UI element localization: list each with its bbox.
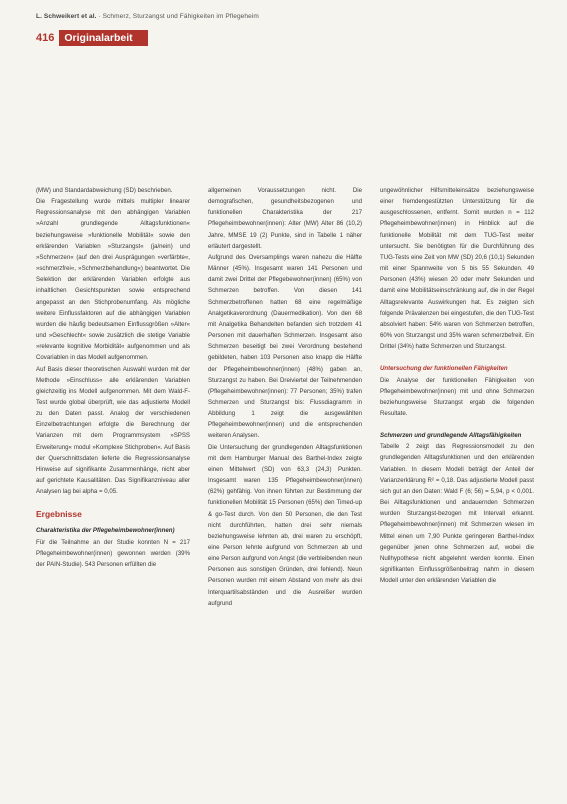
body-paragraph: Auf Basis dieser theoretischen Auswahl wurden mit der Methode »Einschluss« alle erklärenden Variablen gleichzeitig ins Modell aufgenommen. Mit dem Wald-F-Test wurde global überprüft, wie das adjustierte Modell zu den Daten passt. Analog der verschiedenen Einzelbetrachtungen erfolgte die Berechnung der Varianzen mit dem Programmsystem »SPSS Erweiterung« modul »Komplexe Stichproben«. Auf Basis der Querschnittsdaten lieferte die Regressionsanalyse Hinweise auf signifikante Zusammenhänge, nicht aber auf gerichtete Kausalitäten. Das Signifikanzniveau aller Analysen lag bei alpha = 0,05.	[36, 365, 190, 496]
body-paragraph: Aufgrund des Oversamplings waren nahezu die Hälfte Männer (45%). Insgesamt waren 141 Personen und damit zwei Drittel der Pflegebewohner(innen) (65%) von Schmerzen betroffen. Von diesen 141 Schmerzbetroffenen hatten 68 eine regelmäßige Analgetikaverordnung (Dauermedikation). Von den 68 mit Analgetika Behandelten befanden sich trotzdem 41 Personen mit dauerhaften Schmerzen. Insgesamt also Schmerzen beseitigt bei zwei Verordnung bestehend gebildeten, haben 103 Personen also knapp die Hälfte der Pflegeheimbewohner(innen) (48%) gaben an, Sturzangst zu haben. Bei Dreiviertel der Teilnehmenden (Pflegeheimbewohner(innen): 77 Personen; 35%) trafen Schmerzen und Sturzangst bis: Flussdiagramm in Abbildung 1 zeigt die ausgewählten Pflegeheimbewohner(innen) und die entsprechenden weiteren Analysen.	[208, 253, 362, 440]
column-2	[208, 185, 362, 800]
section-label: Originalarbeit	[59, 30, 148, 46]
column-3	[380, 185, 534, 800]
running-head-author: L. Schweikert et al.	[36, 13, 97, 20]
text-columns	[36, 185, 536, 800]
body-paragraph: Die Analyse der funktionellen Fähigkeiten von Pflegeheimbewohner(innen) mit und ohne Schmerzen beziehungsweise Sturzangst ergab die folgenden Resultate.	[380, 376, 534, 417]
paragraph-gap	[380, 352, 534, 363]
running-head-separator: ·	[98, 13, 103, 20]
body-paragraph: Die Fragestellung wurde mittels multipler linearer Regressionsanalyse mit den abhängigen Variablen »Anzahl grundlegende Alltagsfunktionen« beziehungsweise »funktionelle Mobilität« sowie den erklärenden Variablen »Sturzangst« (ja/nein) und »Schmerzen« (auf den drei Ausprägungen »verfärbte«, »schmerzfrei«, »Schmerzbehandlung«) beantwortet. Die Selektion der erklärenden Variablen erfolgte aus inhaltlichen Gesichtspunkten sowie entsprechend angepasst an den Stichprobenumfang. Als mögliche weitere Einflussfaktoren auf die abhängigen Variablen wurden die häufig bedeutsamen Einflussgrößen »Alter« und »Geschlecht« sowie zusätzlich die stetige Variable »relevante kognitive Morbidität« aufgenommen und als Covariablen in das Modell aufgenommen.	[36, 198, 190, 362]
subsection-heading: Charakteristika der Pflegeheimbewohner(innen)	[36, 527, 175, 535]
body-paragraph: (MW) und Standardabweichung (SD) beschrieben.	[36, 187, 173, 194]
running-head-title: Schmerz, Sturzangst und Fähigkeiten im Pflegeheim	[102, 13, 259, 20]
paragraph-gap	[380, 419, 534, 430]
subsection-heading: Untersuchung der funktionellen Fähigkeiten	[380, 365, 508, 373]
section-header	[36, 30, 148, 46]
body-paragraph: Die Untersuchung der grundlegenden Alltagsfunktionen mit dem Hamburger Manual des Barthel-Index zeigte einen Mittelwert (SD) von 63,3 (24,3) Punkten. Insgesamt waren 135 Pflegeheimbewohner(innen) (62%) gehfähig. Von ihnen führten zur Bestimmung der funktionellen Mobilität 15 Personen (65%) den Timed-up & go-Test durch. Von den 50 Personen, die den Test nicht durchführten, hatten drei sehr niemals beziehungsweise lehnten ab, drei waren zu erschöpft, eine Person lehnte aufgrund von Schmerzen ab und eine Person aufgrund von Angst (die verbleibenden neun Personen aus sonstigen Gründen, drei fehlend). Neun Personen wurden mit einem Abstand von mehr als drei Interquartilsabständen und die Ausreißer wurden aufgrund	[208, 443, 362, 607]
section-heading: Ergebnisse	[36, 509, 82, 520]
running-head	[36, 13, 259, 20]
page-number: 416	[36, 32, 55, 44]
column-1	[36, 185, 190, 800]
paragraph-gap	[36, 497, 190, 508]
body-paragraph: Tabelle 2 zeigt das Regressionsmodell zu den grundlegenden Alltagsfunktionen und den erklärenden Variablen. In diesem Modell beträgt der Anteil der Varianzerklärung R² = 0,18. Das adjustierte Modell passt sich gut an den Daten: Wald F (6; 56) = 5,94, p < 0,001. Bei Alltagsfunktionen und andauernden Schmerzen wurden Sturzangst-bezogen mit Intervall erkannt. Pflegeheimbewohner(innen) mit Schmerzen wiesen im Mittel einen um 7,90 Punkte geringeren Barthel-Index gegenüber jenen ohne Schmerzen auf, wobei die Nullhypothese nicht abgelehnt werden konnte. Einen signifikanten Einflussgrößenbeitrag nahm in diesem Modell unter den erklärenden Variablen die	[380, 443, 534, 585]
body-paragraph: Für die Teilnahme an der Studie konnten N = 217 Pflegeheimbewohner(innen) gewonnen werden (39% der PAIN-Studie). 543 Personen erfüllten die	[36, 538, 190, 568]
body-paragraph: ungewöhnlicher Hilfsmitteleinsätze beziehungsweise einer fremdengestützten Unterstützung für die ausgeschlossenen, entfernt. Somit wurden n = 112 Pflegeheimbewohner(innen) in Hinblick auf die funktionelle Mobilität mit dem TUG-Test weiter untersucht. Sie benötigten für die Durchführung des TUG-Tests eine Zeit von MW (SD) 20,6 (10,1) Sekunden mit einer Spannweite von 5 bis 55 Sekunden. 49 Personen (43%) wiesen 20 oder mehr Sekunden und damit eine Mobilitätseinschränkung auf, die in der Regel Alltagsrelevante Auswirkungen hat. Es zeigten sich folgende Prävalenzen bei eingestufen, die den TUG-Test absolviert haben: 54% waren von Schmerzen betroffen, 60% von Sturzangst und 35% waren schmerzbefreit. Ein Drittel (34%) hatte Schmerzen und Sturzangst.	[380, 187, 534, 351]
subsection-heading: Schmerzen und grundlegende Alltagsfähigkeiten	[380, 432, 522, 440]
body-paragraph: allgemeinen Voraussetzungen nicht. Die demografischen, gesundheitsbezogenen und funktionellen Charakteristika der 217 Pflegeheimbewohner(innen): Alter (MW) Alter 86 (10,2) Jahre, MMSE 19 (2) Punkte, sind in Tabelle 1 näher erläutert dargestellt.	[208, 187, 362, 250]
